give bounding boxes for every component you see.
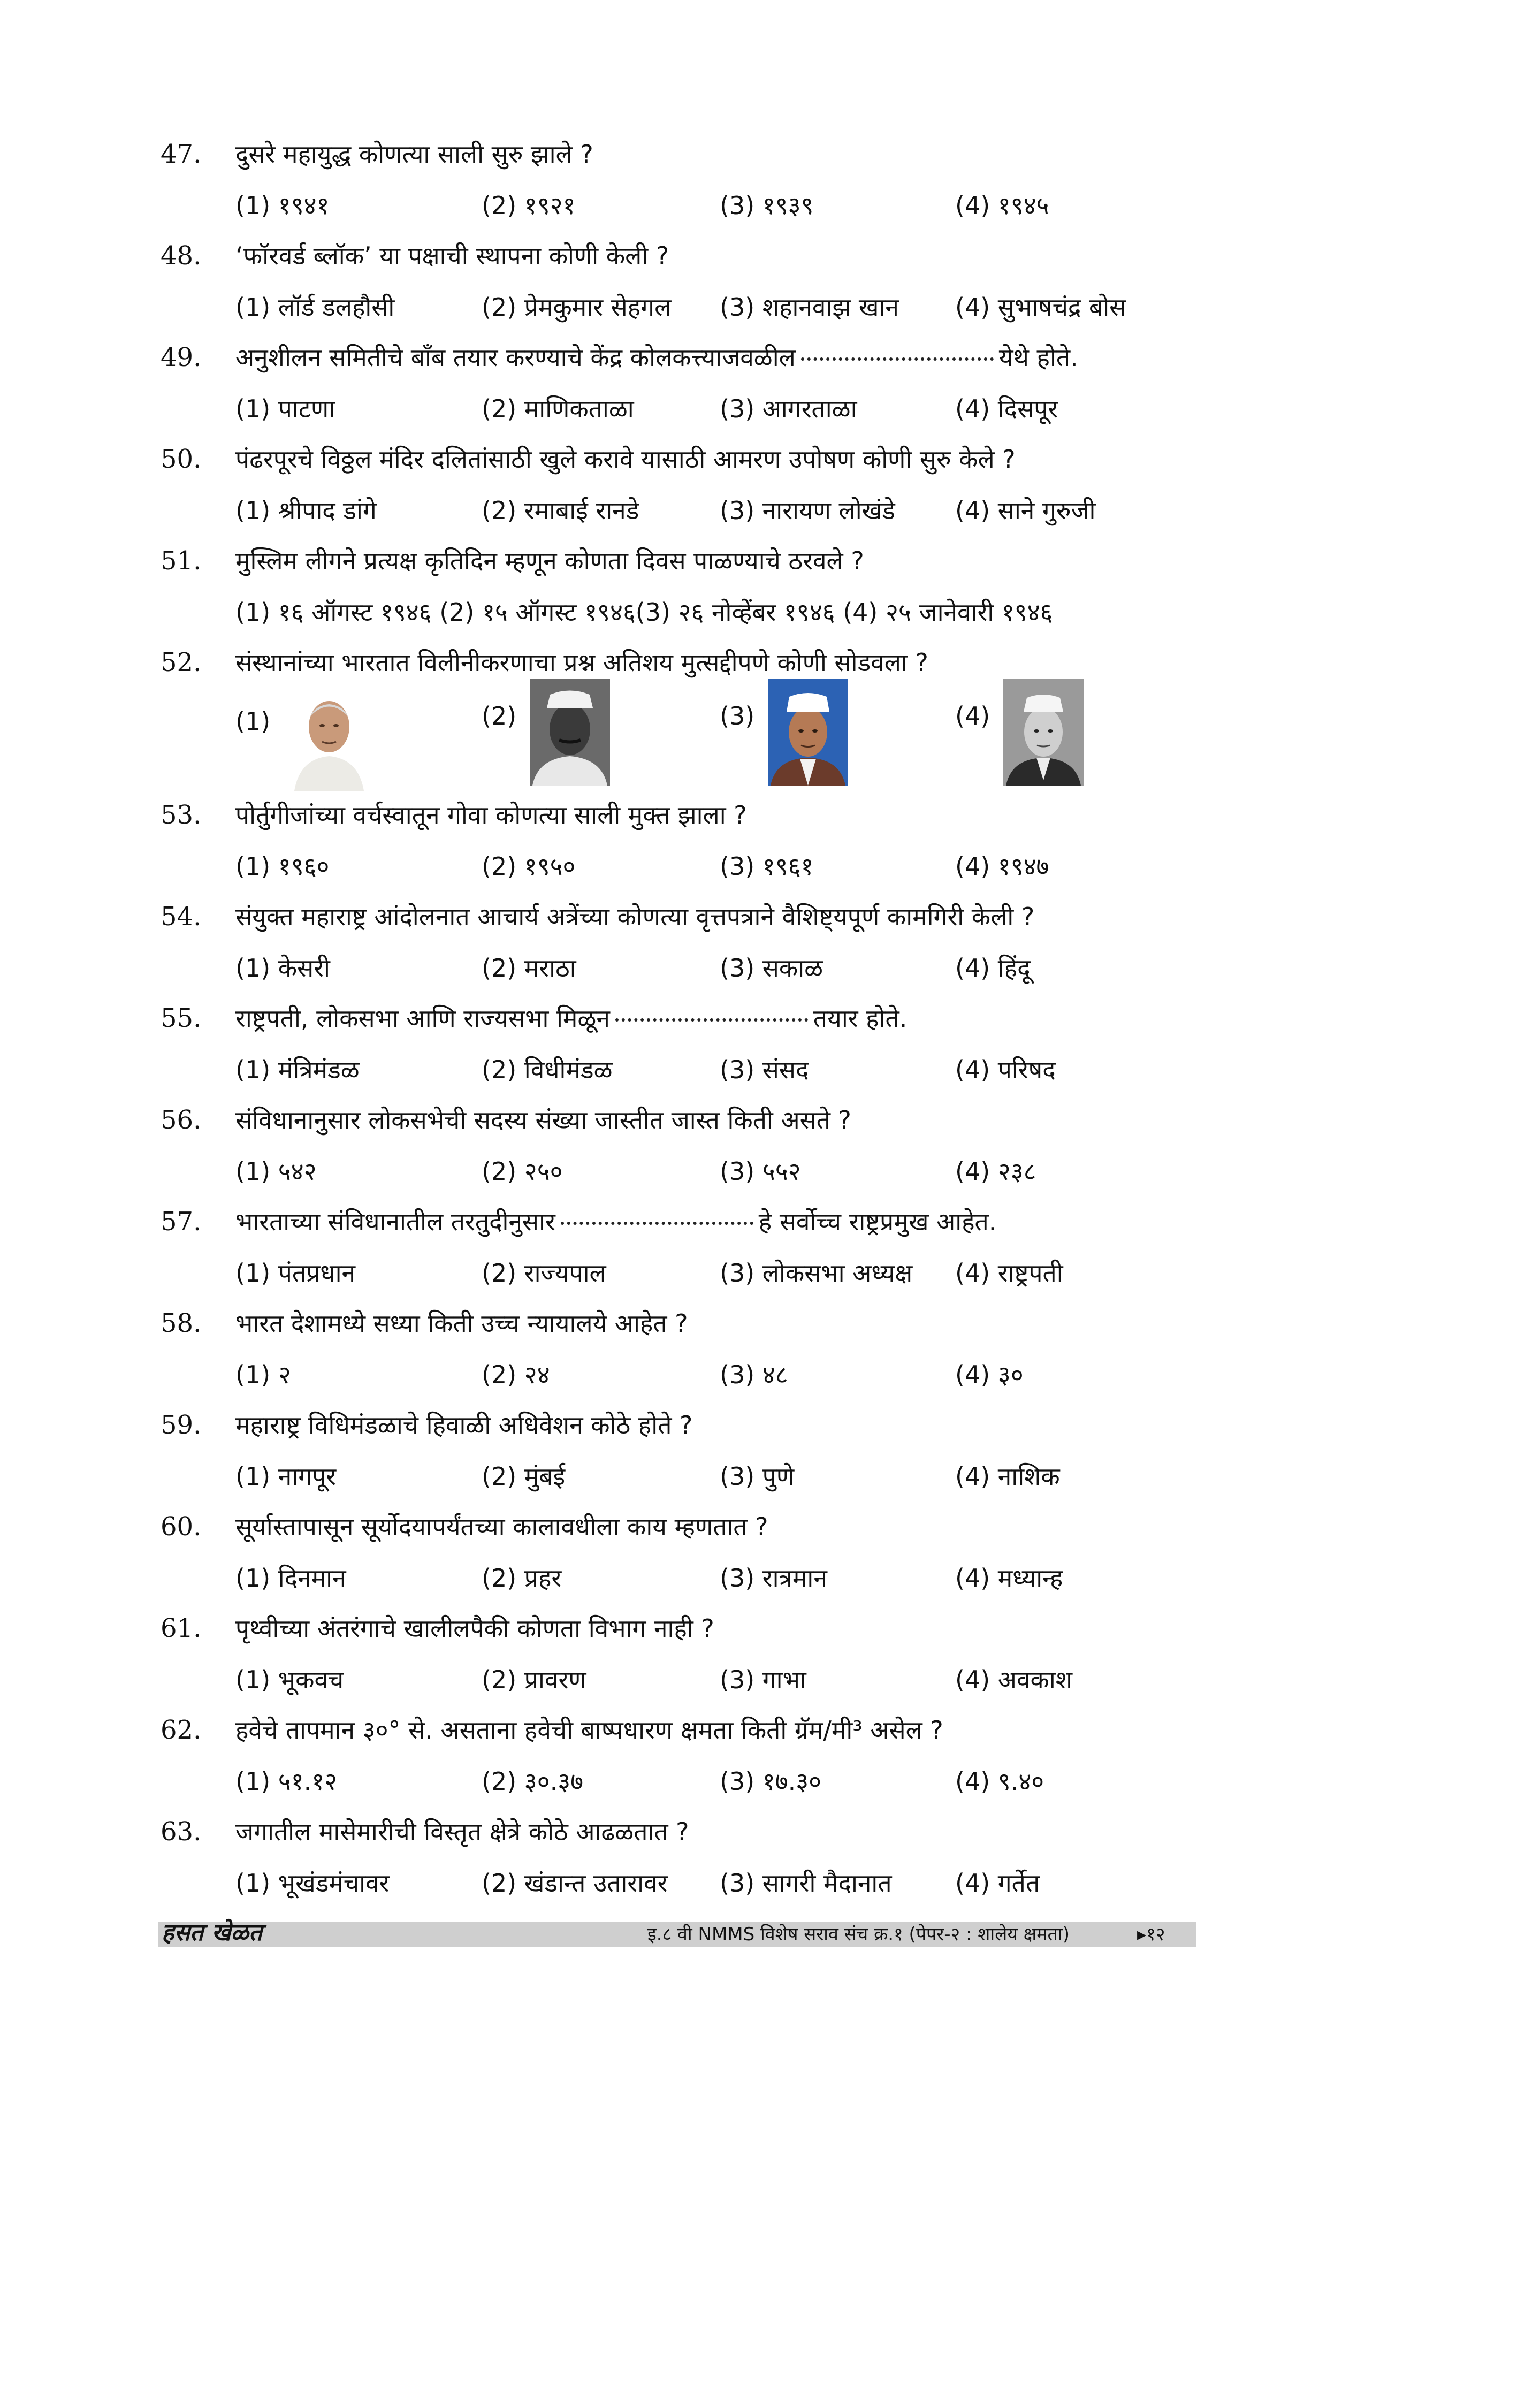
- question-text: पंढरपूरचे विठ्ठल मंदिर दलितांसाठी खुले करावे यासाठी आमरण उपोषण कोणी सुरु केले ?: [235, 445, 1016, 474]
- option-2: (2) प्रहर: [482, 1564, 562, 1592]
- question-text: संयुक्त महाराष्ट्र आंदोलनात आचार्य अत्रेंच्या कोणत्या वृत्तपत्राने वैशिष्ट्यपूर्ण कामगिरी केली ?: [235, 902, 1035, 931]
- question-text-after: येथे होते.: [998, 343, 1078, 372]
- options-line: (1) १६ ऑगस्ट १९४६ (2) १५ ऑगस्ट १९४६(3) २६ नोव्हेंबर १९४६ (4) २५ जानेवारी १९४६: [235, 598, 1053, 627]
- option-3: (3) नारायण लोखंडे: [720, 496, 895, 525]
- question-text-before: भारताच्या संविधानातील तरतुदीनुसार: [235, 1207, 555, 1236]
- option-1: (1) नागपूर: [235, 1462, 337, 1491]
- question-text: [235, 1206, 1306, 1238]
- question-text: हवेचे तापमान ३०° से. असताना हवेची बाष्पधारण क्षमता किती ग्रॅम/मी³ असेल ?: [235, 1716, 943, 1744]
- option-3: (3) आगरताळा: [720, 394, 857, 423]
- footer-brand: हसत खेळत: [162, 1919, 263, 1946]
- question-number: 54.: [161, 902, 202, 932]
- option-2: (2) २५०: [482, 1157, 563, 1186]
- option-3: (3) लोकसभा अध्यक्ष: [720, 1259, 913, 1287]
- question-number: 58.: [161, 1308, 202, 1338]
- question-text: मुस्लिम लीगने प्रत्यक्ष कृतिदिन म्हणून कोणता दिवस पाळण्याचे ठरवले ?: [235, 546, 864, 575]
- option-4: (4) परिषद: [955, 1055, 1056, 1084]
- option-4: (4) राष्ट्रपती: [955, 1259, 1063, 1287]
- fill-blank: [561, 1206, 753, 1225]
- option-2: (2) १९५०: [482, 852, 576, 881]
- option-1: (1) पंतप्रधान: [235, 1259, 356, 1287]
- question-number: 53.: [161, 800, 202, 830]
- question-text: ‘फॉरवर्ड ब्लॉक’ या पक्षाची स्थापना कोणी केली ?: [235, 241, 669, 270]
- option-3: (3) संसद: [720, 1055, 809, 1084]
- question-text: भारत देशामध्ये सध्या किती उच्च न्यायालये आहेत ?: [235, 1309, 688, 1338]
- question-number: 62.: [161, 1715, 202, 1745]
- fill-blank: [801, 341, 994, 361]
- option-4: (4) २३८: [955, 1157, 1036, 1186]
- question-number: 52.: [161, 647, 202, 677]
- portrait-photo-4: [1003, 679, 1084, 786]
- option-1: (1) १९६०: [235, 852, 330, 881]
- option-4: (4) सुभाषचंद्र बोस: [955, 293, 1126, 322]
- option-3: (3) पुणे: [720, 1462, 795, 1491]
- option-3: (3) १९३९: [720, 191, 814, 220]
- question-text: सूर्यास्तापासून सूर्योदयापर्यंतच्या कालावधीला काय म्हणतात ?: [235, 1512, 768, 1541]
- option-2: (2) खंडान्त उतारावर: [482, 1869, 668, 1898]
- option-2: (2) माणिकताळा: [482, 394, 634, 423]
- portrait-photo-1: [289, 684, 369, 791]
- question-text: [235, 1002, 1306, 1034]
- option-2: (2) मराठा: [482, 954, 576, 982]
- question-text: संस्थानांच्या भारतात विलीनीकरणाचा प्रश्न अतिशय मुत्सद्दीपणे कोणी सोडवला ?: [235, 648, 928, 677]
- footer-title: इ.८ वी NMMS विशेष सराव संच क्र.१ (पेपर-२ : शालेय क्षमता): [647, 1924, 1070, 1945]
- question-text: जगातील मासेमारीची विस्तृत क्षेत्रे कोठे आढळतात ?: [235, 1817, 689, 1846]
- option-4: (4) १९४५: [955, 191, 1049, 220]
- question-number: 56.: [161, 1105, 202, 1135]
- option-4: (4) गर्तेत: [955, 1869, 1040, 1898]
- option-4: (4) साने गुरुजी: [955, 496, 1096, 525]
- option-1: (1) भूकवच: [235, 1665, 344, 1694]
- option-3: (3) सागरी मैदानात: [720, 1869, 892, 1898]
- option-2: (2) ३०.३७: [482, 1767, 584, 1796]
- option-3: (3) १९६१: [720, 852, 814, 881]
- option-1: (1) केसरी: [235, 954, 330, 982]
- portrait-photo-2: [530, 679, 610, 786]
- option-1: (1) पाटणा: [235, 394, 336, 423]
- question-text: महाराष्ट्र विधिमंडळाचे हिवाळी अधिवेशन कोठे होते ?: [235, 1411, 693, 1439]
- option-4: (4) अवकाश: [955, 1665, 1073, 1694]
- question-number: 49.: [161, 342, 202, 372]
- question-text: [235, 341, 1306, 374]
- option-4: (4) १९४७: [955, 852, 1049, 881]
- portrait-photo-3: [768, 679, 848, 786]
- option-label: (4): [955, 702, 990, 730]
- question-number: 55.: [161, 1003, 202, 1033]
- option-1: (1) दिनमान: [235, 1564, 346, 1592]
- option-2: (2) २४: [482, 1360, 550, 1389]
- option-label: (1): [235, 707, 271, 736]
- question-text-after: तयार होते.: [813, 1004, 908, 1033]
- question-text: पोर्तुगीजांच्या वर्चस्वातून गोवा कोणत्या साली मुक्त झाला ?: [235, 801, 747, 829]
- question-text: पृथ्वीच्या अंतरंगाचे खालीलपैकी कोणता विभाग नाही ?: [235, 1614, 714, 1643]
- option-3: (3) ५५२: [720, 1157, 801, 1186]
- option-2: (2) विधीमंडळ: [482, 1055, 613, 1084]
- option-2: (2) १९२१: [482, 191, 576, 220]
- question-number: 60.: [161, 1512, 202, 1542]
- option-label: (3): [720, 702, 755, 730]
- option-3: (3) गाभा: [720, 1665, 806, 1694]
- question-text: संविधानानुसार लोकसभेची सदस्य संख्या जास्तीत जास्त किती असते ?: [235, 1106, 851, 1134]
- question-number: 50.: [161, 444, 202, 474]
- option-2: (2) राज्यपाल: [482, 1259, 606, 1287]
- question-number: 57.: [161, 1207, 202, 1237]
- option-2: (2) मुंबई: [482, 1462, 566, 1491]
- question-number: 48.: [161, 241, 202, 271]
- option-2: (2) रमाबाई रानडे: [482, 496, 639, 525]
- option-3: (3) १७.३०: [720, 1767, 822, 1796]
- option-2: (2) प्रावरण: [482, 1665, 586, 1694]
- question-text-after: हे सर्वोच्च राष्ट्रप्रमुख आहेत.: [758, 1207, 997, 1236]
- option-1: (1) लॉर्ड डलहौसी: [235, 293, 395, 322]
- option-4: (4) दिसपूर: [955, 394, 1058, 423]
- option-1: (1) १९४१: [235, 191, 330, 220]
- question-number: 61.: [161, 1613, 202, 1643]
- option-4: (4) मध्यान्ह: [955, 1564, 1063, 1592]
- option-4: (4) नाशिक: [955, 1462, 1060, 1491]
- question-number: 51.: [161, 546, 202, 576]
- option-3: (3) सकाळ: [720, 954, 824, 982]
- page-number: ▸१२: [1137, 1924, 1165, 1945]
- option-1: (1) २: [235, 1360, 291, 1389]
- option-1: (1) ५४२: [235, 1157, 317, 1186]
- question-text: दुसरे महायुद्ध कोणत्या साली सुरु झाले ?: [235, 140, 593, 169]
- question-text-before: अनुशीलन समितीचे बॉंब तयार करण्याचे केंद्र कोलकत्त्याजवळील: [235, 343, 796, 372]
- option-1: (1) मंत्रिमंडळ: [235, 1055, 360, 1084]
- option-4: (4) ९.४०: [955, 1767, 1044, 1796]
- question-text-before: राष्ट्रपती, लोकसभा आणि राज्यसभा मिळून: [235, 1004, 610, 1033]
- option-1: (1) भूखंडमंचावर: [235, 1869, 390, 1898]
- option-1: (1) ५१.१२: [235, 1767, 338, 1796]
- fill-blank: [615, 1002, 808, 1022]
- question-number: 47.: [161, 139, 202, 169]
- option-label: (2): [482, 702, 517, 730]
- option-3: (3) ४८: [720, 1360, 788, 1389]
- option-4: (4) हिंदू: [955, 954, 1031, 982]
- option-4: (4) ३०: [955, 1360, 1024, 1389]
- question-number: 59.: [161, 1410, 202, 1440]
- option-3: (3) रात्रमान: [720, 1564, 827, 1592]
- option-2: (2) प्रेमकुमार सेहगल: [482, 293, 672, 322]
- option-3: (3) शहानवाझ खान: [720, 293, 899, 322]
- question-number: 63.: [161, 1817, 202, 1847]
- option-1: (1) श्रीपाद डांगे: [235, 496, 377, 525]
